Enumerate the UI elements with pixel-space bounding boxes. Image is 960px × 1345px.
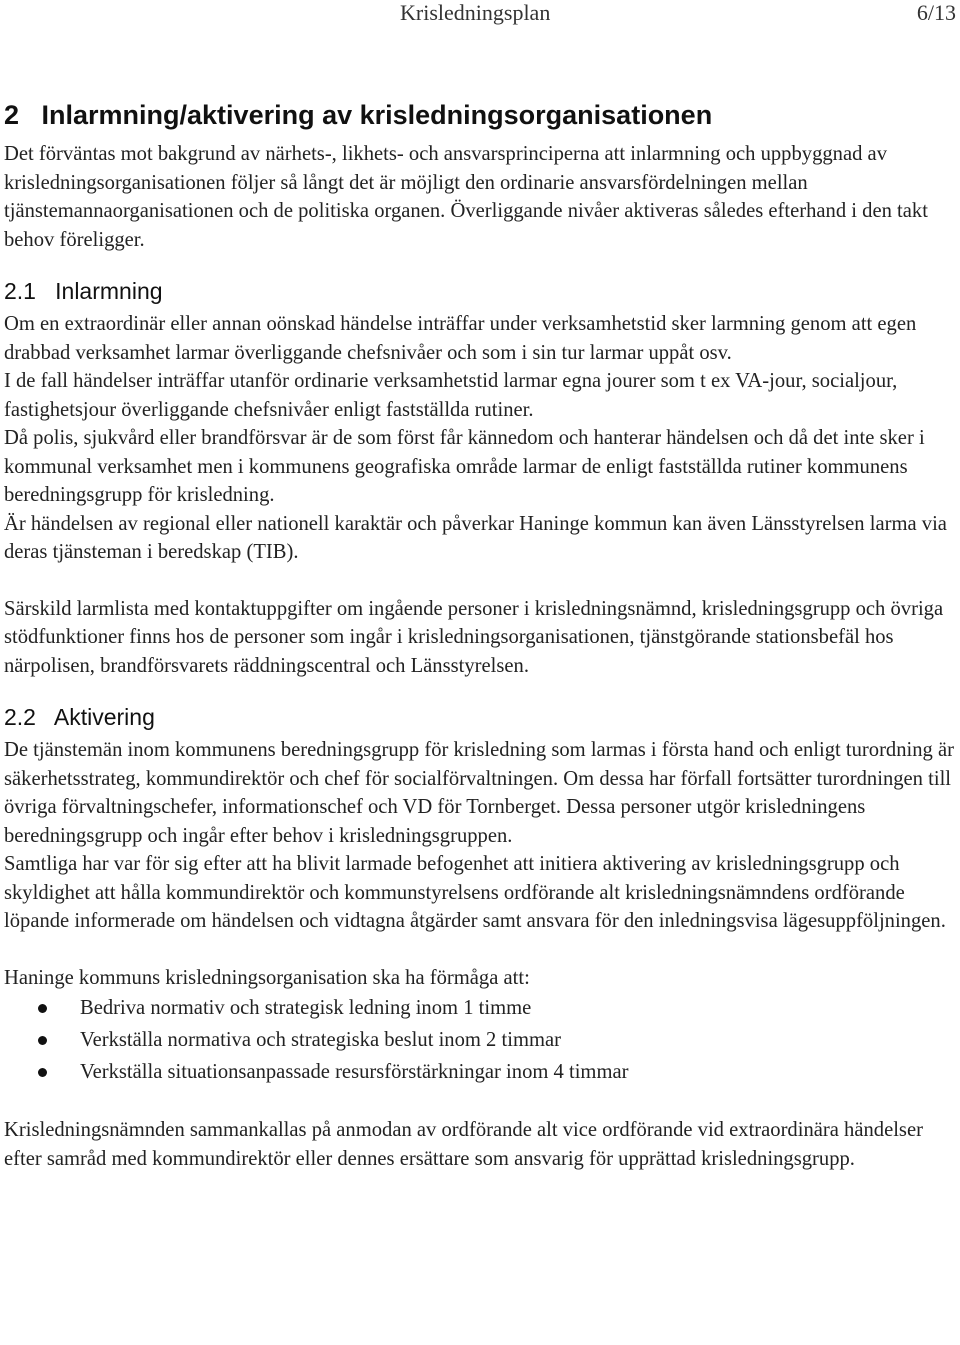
list-item-text: Bedriva normativ och strategisk ledning inom 1 timme bbox=[80, 997, 532, 1019]
paragraph: Då polis, sjukvård eller brandförsvar är de som först får kännedom och hanterar händelsen och då det inte sker i kommunal verksamhet men i kommunens geografiska område larmar de enligt fastställda rutiner kommunens beredningsgrupp för krisledning. bbox=[4, 427, 925, 506]
section-2-heading: 2 Inlarmning/aktivering av krisledningsorganisationen bbox=[4, 100, 713, 130]
paragraph: Om en extraordinär eller annan oönskad händelse inträffar under verksamhetstid sker larmning genom att egen drabbad verksamhet larmar överliggande chefsnivåer och som i sin tur larmar uppåt osv. bbox=[4, 313, 917, 364]
document-body bbox=[4, 96, 960, 1173]
alarm-list-paragraph: Särskild larmlista med kontaktuppgifter om ingående personer i krisledningsnämnd, krisledningsgrupp och övriga stödfunktioner finns hos de personer som ingår i krisledningsorganisationen, tjänstgörande stationsbefäl hos närpolisen, brandförsvarets räddningscentral och Länsstyrelsen. bbox=[4, 597, 944, 677]
bullet-icon bbox=[38, 1068, 47, 1077]
paragraph: De tjänstemän inom kommunens beredningsgrupp för krisledning som larmas i första hand och enligt turordning är säkerhetsstrateg, kommundirektör och chef för socialförvaltningen. Om dessa har förfall fortsätter turordningen till övriga förvaltningschefer, informationschef och VD för Tornberget. Dessa personer utgör krisledningens beredningsgrupp och ingår efter behov i krisledningsgruppen. bbox=[4, 739, 954, 847]
paragraph: Är händelsen av regional eller nationell karaktär och påverkar Haninge kommun kan även Länsstyrelsen larma via deras tjänsteman i beredskap (TIB). bbox=[4, 512, 947, 563]
closing-paragraph: Krisledningsnämnden sammankallas på anmodan av ordförande alt vice ordförande vid extraordinära händelser efter samråd med kommundirektör eller dennes ersättare som ansvarig för upprättad krisledningsgrupp. bbox=[4, 1119, 923, 1170]
paragraph: I de fall händelser inträffar utanför ordinarie verksamhetstid larmar egna jourer som t ex VA-jour, socialjour, fastighetsjour överliggande chefsnivåer enligt fastställda rutiner. bbox=[4, 370, 898, 421]
section-2-2-heading: 2.2 Aktivering bbox=[4, 704, 155, 730]
paragraph: Samtliga har var för sig efter att ha blivit larmade befogenhet att initiera aktivering av krisledningsgrupp och skyldighet att hålla kommundirektör och kommunstyrelsens ordförande alt krisledningsnämndens ordförande löpande informerade om händelsen och vidtagna åtgärder samt ansvara för den inledningsvisa lägesuppföljningen. bbox=[4, 853, 946, 932]
section-2-intro: Det förväntas mot bakgrund av närhets-, likhets- och ansvarsprinciperna att inlarmning och uppbyggnad av krisledningsorganisationen följer så långt det är möjligt den ordinarie ansvarsfördelningen mellan tjänstemannaorganisationen och de politiska organen. Överliggande nivåer aktiveras således efterhand i den takt behov föreligger. bbox=[4, 143, 928, 251]
section-2-1-heading: 2.1 Inlarmning bbox=[4, 278, 163, 304]
document-title: Krisledningsplan bbox=[400, 0, 551, 25]
capability-list bbox=[4, 992, 960, 1088]
list-item-text: Verkställa normativa och strategiska beslut inom 2 timmar bbox=[80, 1029, 561, 1051]
page-number: 6/13 bbox=[916, 0, 956, 25]
bullet-icon bbox=[38, 1036, 47, 1045]
capability-intro: Haninge kommuns krisledningsorganisation ska ha förmåga att: bbox=[4, 966, 530, 989]
list-item bbox=[4, 1024, 960, 1056]
list-item bbox=[4, 1056, 960, 1088]
page-header bbox=[0, 0, 960, 28]
bullet-icon bbox=[38, 1004, 47, 1013]
list-item-text: Verkställa situationsanpassade resursförstärkningar inom 4 timmar bbox=[80, 1061, 629, 1083]
list-item bbox=[4, 992, 960, 1024]
